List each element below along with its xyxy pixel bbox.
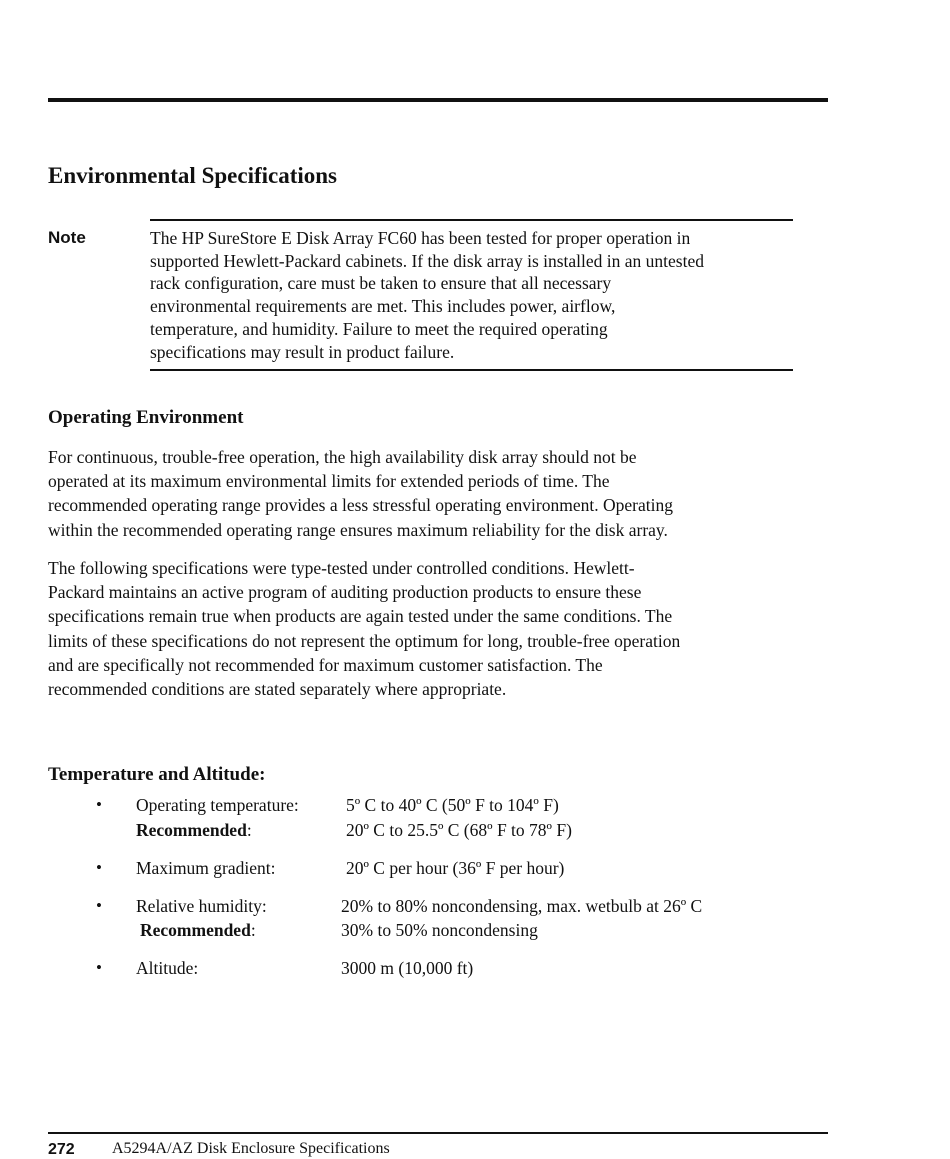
spec-value: 20º C per hour (36º F per hour) [346,858,565,878]
colon: : [246,820,252,840]
paragraph-line: The following specifications were type-tested under controlled conditions. Hewlett- [48,558,635,578]
spec-label: Relative humidity: [136,896,267,916]
bullet-icon: • [96,795,102,814]
paragraph-line: For continuous, trouble-free operation, the high availability disk array should not be [48,447,637,467]
bullet-icon: • [96,858,102,877]
footer-rule [48,1132,828,1134]
recommended-value: 30% to 50% noncondensing [341,920,538,940]
section-heading-operating: Operating Environment [48,407,244,428]
spec-value: 20% to 80% noncondensing, max. wetbulb at 26º C [341,896,703,916]
note-text [150,227,704,363]
paragraph-1 [48,445,673,542]
paragraph-line: recommended conditions are stated separately where appropriate. [48,679,507,700]
spec-item-maximum-gradient [0,856,950,880]
page-title: Environmental Specifications [48,163,338,188]
note-line: The HP SureStore E Disk Array FC60 has been tested for proper operation in [150,228,691,248]
note-line: supported Hewlett-Packard cabinets. If the disk array is installed in an untested [150,250,705,271]
paragraph-line: limits of these specifications do not represent the optimum for long, trouble-free operation [48,630,681,651]
paragraph-line: recommended operating range provides a less stressful operating environment. Operating [48,495,673,516]
spec-value: 5º C to 40º C (50º F to 104º F) [346,795,559,815]
page-number: 272 [48,1141,75,1158]
note-label: Note [48,228,86,247]
spec-label: Altitude: [136,958,199,978]
note-line: specifications may result in product failure. [150,341,455,362]
footer-section-title: A5294A/AZ Disk Enclosure Specifications [112,1140,390,1157]
spec-item-relative-humidity [0,894,950,942]
spec-label: Operating temperature: [136,795,299,815]
paragraph-line: within the recommended operating range ensures maximum reliability for the disk array. [48,519,668,540]
spec-item-altitude [0,956,950,980]
note-line: temperature, and humidity. Failure to meet the required operating [150,318,608,339]
spec-label: Maximum gradient: [136,858,276,878]
section-heading-temperature: Temperature and Altitude: [48,764,266,785]
note-top-rule [150,219,793,221]
top-rule [48,98,828,102]
paragraph-line: specifications remain true when products are again tested under the same conditions. The [48,606,673,627]
paragraph-line: and are specifically not recommended for maximum customer satisfaction. The [48,654,603,675]
note-bottom-rule [150,369,793,371]
recommended-label: Recommended [140,920,251,940]
paragraph-2 [48,556,680,701]
bullet-icon: • [96,958,102,977]
recommended-label: Recommended [136,820,247,840]
note-line: environmental requirements are met. This includes power, airflow, [150,296,616,317]
spec-item-operating-temperature [0,793,950,841]
bullet-icon: • [96,896,102,915]
paragraph-line: Packard maintains an active program of auditing production products to ensure these [48,582,642,603]
colon: : [250,920,256,940]
recommended-value: 20º C to 25.5º C (68º F to 78º F) [346,820,572,840]
spec-value: 3000 m (10,000 ft) [341,958,474,978]
paragraph-line: operated at its maximum environmental limits for extended periods of time. The [48,471,610,492]
note-line: rack configuration, care must be taken to ensure that all necessary [150,273,612,294]
